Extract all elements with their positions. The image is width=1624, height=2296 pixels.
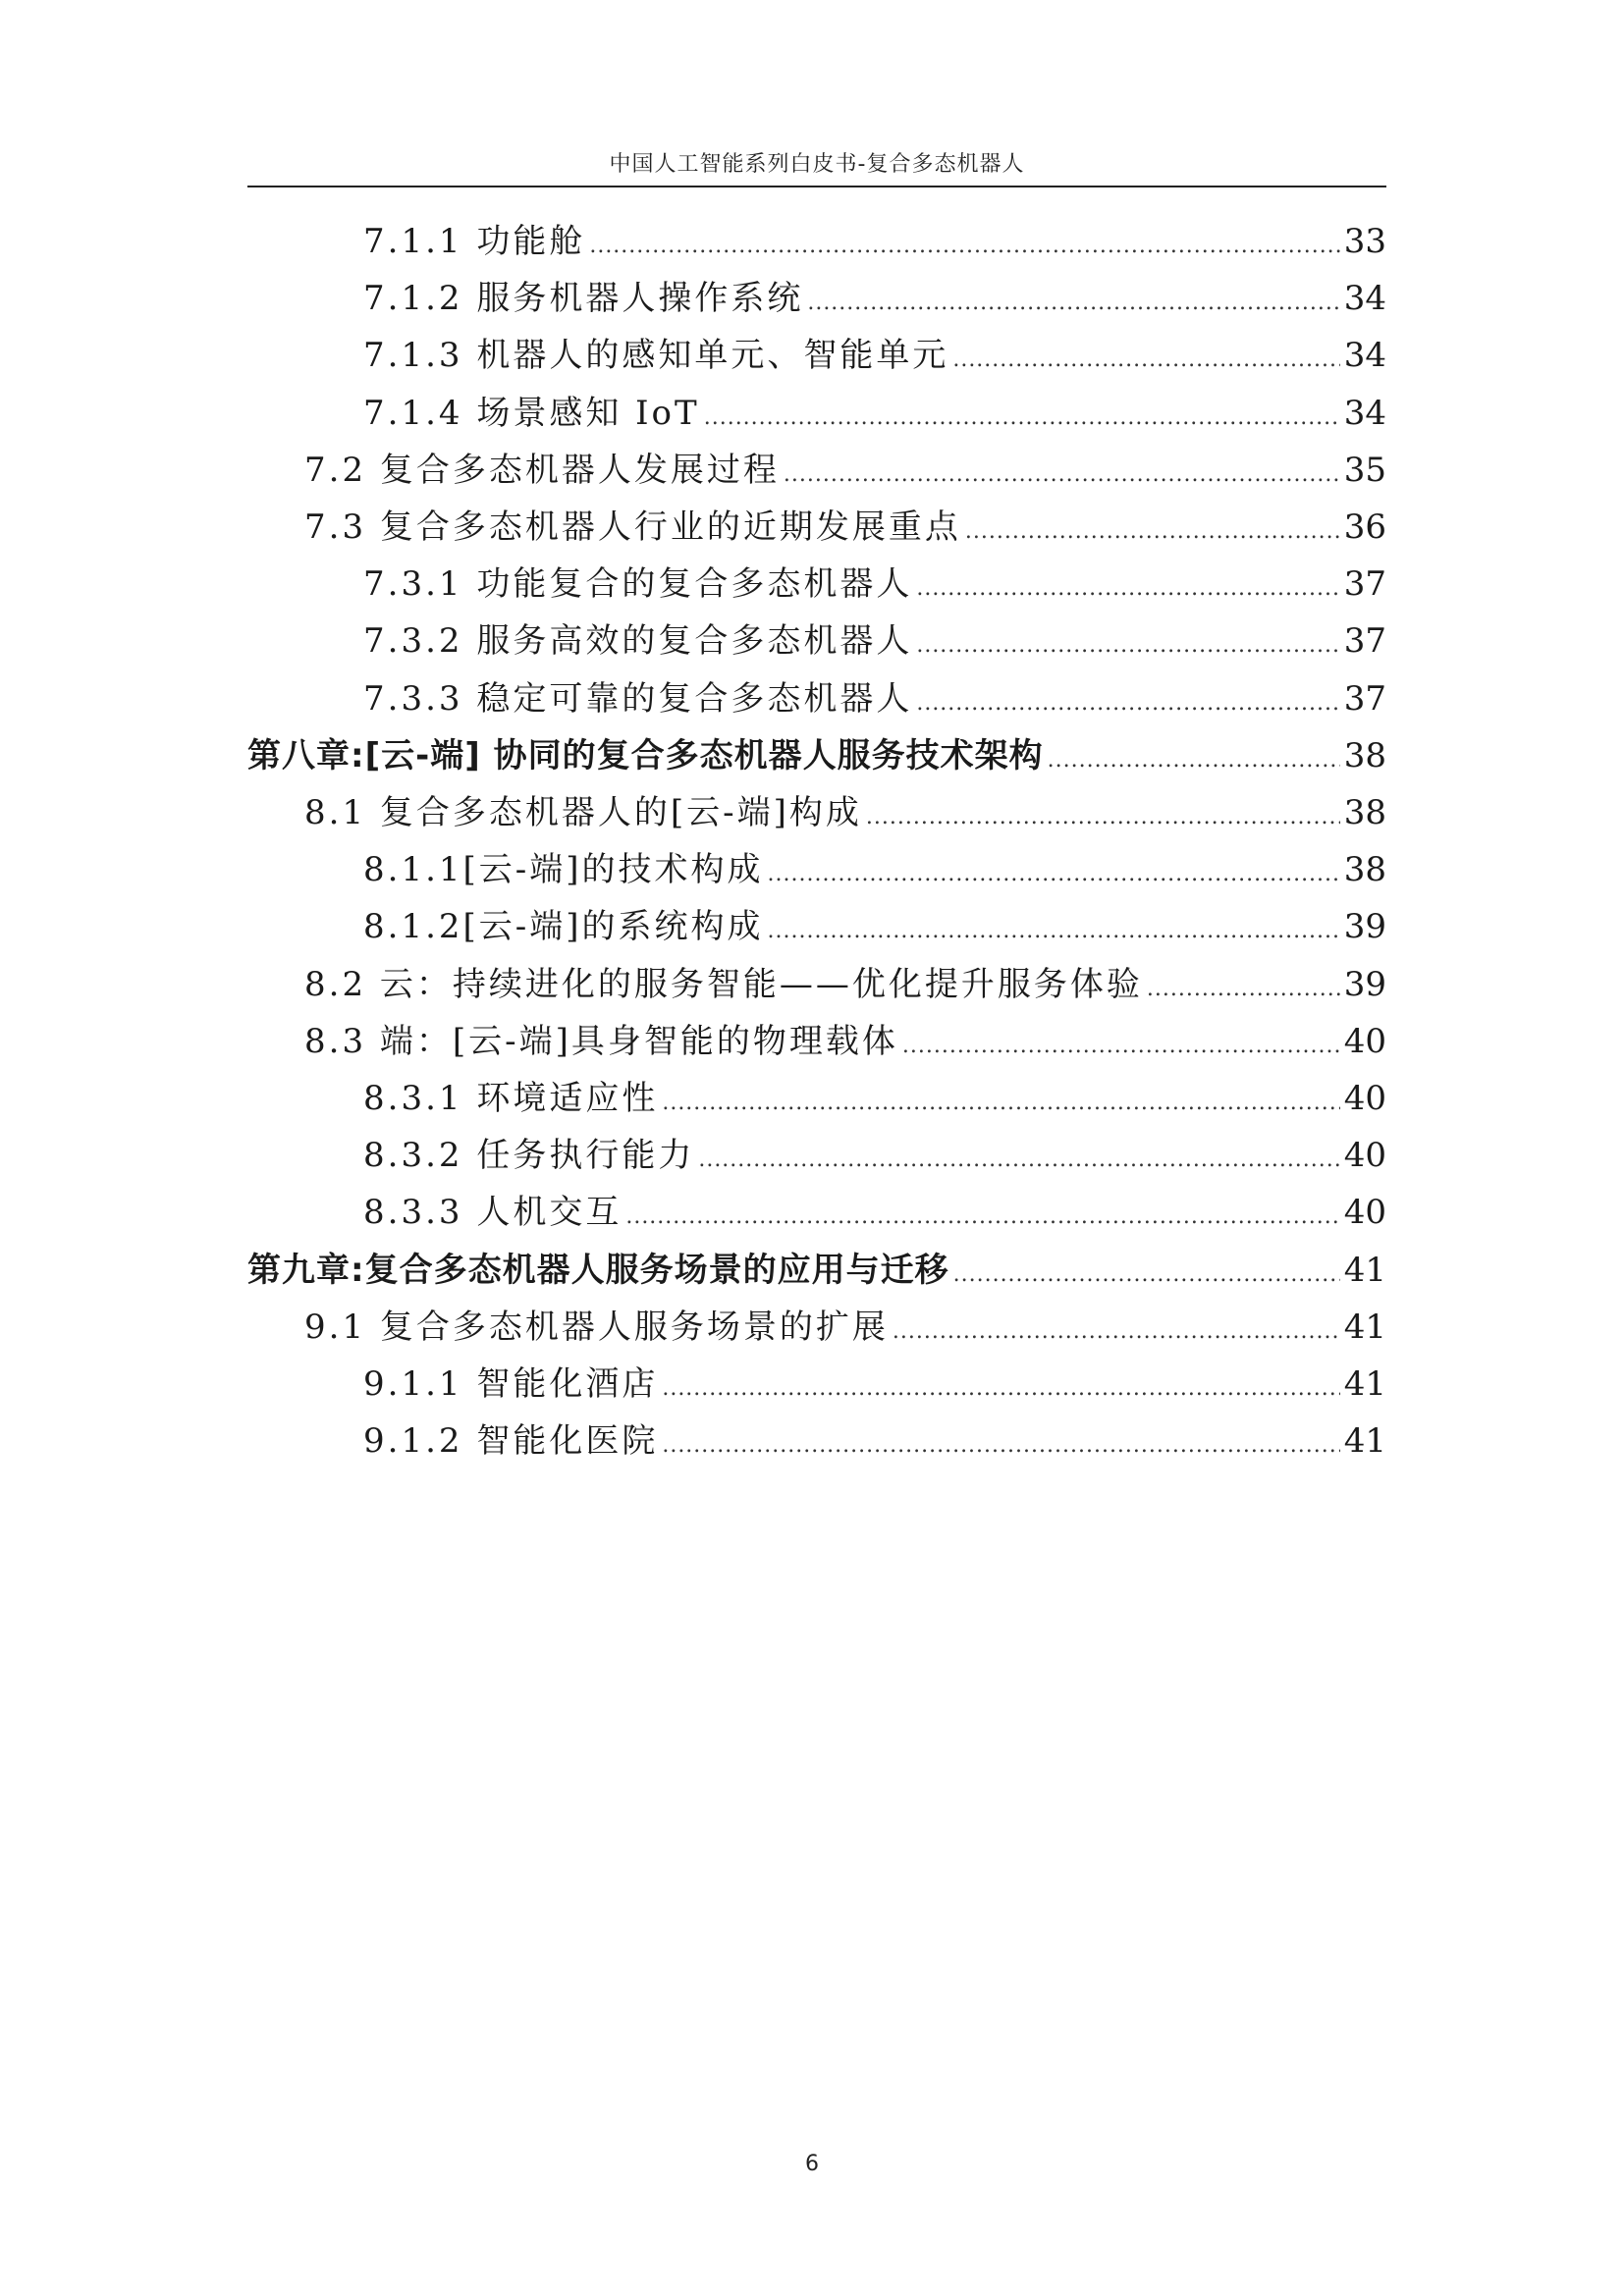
toc-entry[interactable] bbox=[363, 1416, 1386, 1466]
running-header: 中国人工智能系列白皮书-复合多态机器人 bbox=[609, 152, 1025, 177]
toc-entry-page: 38 bbox=[1343, 793, 1386, 832]
toc-entry-label: 8.3.2 任务执行能力 bbox=[363, 1136, 695, 1175]
toc-leader-dots bbox=[916, 679, 1339, 728]
toc-leader-dots bbox=[952, 336, 1339, 385]
toc-entry-page: 33 bbox=[1343, 222, 1386, 261]
toc-entry-label: 8.3.3 人机交互 bbox=[363, 1193, 623, 1232]
toc-entry[interactable] bbox=[363, 1360, 1386, 1409]
toc-entry-page: 39 bbox=[1343, 907, 1386, 946]
toc-leader-dots bbox=[965, 507, 1340, 557]
toc-entry[interactable] bbox=[363, 902, 1386, 951]
toc-entry-label: 7.1.2 服务机器人操作系统 bbox=[363, 279, 804, 318]
toc-entry[interactable] bbox=[363, 560, 1386, 609]
toc-leader-dots bbox=[662, 1364, 1339, 1414]
toc-leader-dots bbox=[866, 793, 1340, 842]
toc-entry-label: 第八章:[云-端] 协同的复合多态机器人服务技术架构 bbox=[247, 736, 1044, 775]
toc-entry-label: 8.1 复合多态机器人的[云-端]构成 bbox=[304, 793, 862, 832]
toc-entry-page: 41 bbox=[1343, 1308, 1386, 1347]
toc-entry-label: 9.1.1 智能化酒店 bbox=[363, 1364, 659, 1404]
toc-leader-dots bbox=[1048, 736, 1340, 785]
toc-entry[interactable] bbox=[304, 1303, 1386, 1352]
toc-entry[interactable] bbox=[363, 1131, 1386, 1180]
toc-entry-page: 34 bbox=[1343, 394, 1386, 433]
toc-entry-label: 8.3.1 环境适应性 bbox=[363, 1079, 659, 1118]
toc-leader-dots bbox=[768, 850, 1340, 899]
toc-entry-page: 41 bbox=[1343, 1421, 1386, 1461]
toc-entry-label: 8.2 云：持续进化的服务智能——优化提升服务体验 bbox=[304, 965, 1143, 1004]
toc-entry-label: 7.1.4 场景感知 IoT bbox=[363, 394, 700, 433]
toc-entry-page: 40 bbox=[1343, 1136, 1386, 1175]
toc-entry-page: 37 bbox=[1343, 564, 1386, 604]
toc-entry-label: 7.1.1 功能舱 bbox=[363, 222, 586, 261]
toc-entry-page: 40 bbox=[1343, 1022, 1386, 1061]
toc-entry-page: 38 bbox=[1343, 736, 1386, 775]
toc-leader-dots bbox=[662, 1079, 1339, 1128]
toc-entry[interactable] bbox=[363, 674, 1386, 723]
toc-entry[interactable] bbox=[363, 389, 1386, 438]
toc-entry-page: 36 bbox=[1343, 507, 1386, 547]
toc-leader-dots bbox=[953, 1251, 1340, 1300]
toc-entry-label: 8.1.2[云-端]的系统构成 bbox=[363, 907, 764, 946]
toc-entry-page: 38 bbox=[1343, 850, 1386, 889]
toc-entry[interactable] bbox=[247, 1246, 1386, 1295]
toc-entry[interactable] bbox=[363, 616, 1386, 666]
toc-leader-dots bbox=[893, 1308, 1340, 1357]
toc-entry[interactable] bbox=[363, 1074, 1386, 1123]
toc-leader-dots bbox=[1147, 965, 1340, 1014]
toc-leader-dots bbox=[784, 451, 1340, 500]
toc-entry-label: 7.3.1 功能复合的复合多态机器人 bbox=[363, 564, 913, 604]
toc-entry[interactable] bbox=[363, 274, 1386, 323]
toc-entry-page: 41 bbox=[1343, 1251, 1386, 1290]
toc-entry-page: 35 bbox=[1343, 451, 1386, 490]
toc-entry-page: 34 bbox=[1343, 279, 1386, 318]
toc-leader-dots bbox=[916, 621, 1339, 670]
toc-entry-page: 40 bbox=[1343, 1193, 1386, 1232]
toc-entry[interactable] bbox=[363, 845, 1386, 894]
toc-entry[interactable] bbox=[247, 731, 1386, 780]
toc-leader-dots bbox=[589, 222, 1339, 271]
toc-entry-label: 9.1.2 智能化医院 bbox=[363, 1421, 659, 1461]
toc-entry-label: 7.1.3 机器人的感知单元、智能单元 bbox=[363, 336, 949, 375]
toc-leader-dots bbox=[768, 907, 1340, 956]
toc-entry[interactable] bbox=[304, 503, 1386, 552]
toc-entry-page: 41 bbox=[1343, 1364, 1386, 1404]
toc-leader-dots bbox=[916, 564, 1339, 614]
page-number: 6 bbox=[805, 2152, 819, 2176]
toc-leader-dots bbox=[698, 1136, 1339, 1185]
toc-entry[interactable] bbox=[363, 1188, 1386, 1237]
toc-entry-page: 34 bbox=[1343, 336, 1386, 375]
toc-entry-label: 7.2 复合多态机器人发展过程 bbox=[304, 451, 780, 490]
toc-entry-page: 37 bbox=[1343, 679, 1386, 719]
toc-entry-label: 8.1.1[云-端]的技术构成 bbox=[363, 850, 764, 889]
toc-leader-dots bbox=[902, 1022, 1340, 1071]
toc-entry-page: 40 bbox=[1343, 1079, 1386, 1118]
toc-leader-dots bbox=[807, 279, 1339, 328]
toc-leader-dots bbox=[704, 394, 1340, 443]
toc-entry-page: 39 bbox=[1343, 965, 1386, 1004]
toc-entry-page: 37 bbox=[1343, 621, 1386, 661]
toc-leader-dots bbox=[625, 1193, 1339, 1242]
toc-entry-label: 9.1 复合多态机器人服务场景的扩展 bbox=[304, 1308, 889, 1347]
toc-entry[interactable] bbox=[363, 217, 1386, 266]
toc-entry-label: 7.3.2 服务高效的复合多态机器人 bbox=[363, 621, 913, 661]
toc-entry-label: 8.3 端：[云-端]具身智能的物理载体 bbox=[304, 1022, 898, 1061]
toc-entry-label: 第九章:复合多态机器人服务场景的应用与迁移 bbox=[247, 1251, 949, 1290]
toc-leader-dots bbox=[662, 1421, 1339, 1470]
toc-entry[interactable] bbox=[304, 788, 1386, 837]
toc-entry-label: 7.3.3 稳定可靠的复合多态机器人 bbox=[363, 679, 913, 719]
toc-entry-label: 7.3 复合多态机器人行业的近期发展重点 bbox=[304, 507, 961, 547]
toc-entry[interactable] bbox=[304, 446, 1386, 495]
toc-entry[interactable] bbox=[304, 960, 1386, 1009]
toc-entry[interactable] bbox=[363, 331, 1386, 380]
toc-entry[interactable] bbox=[304, 1017, 1386, 1066]
